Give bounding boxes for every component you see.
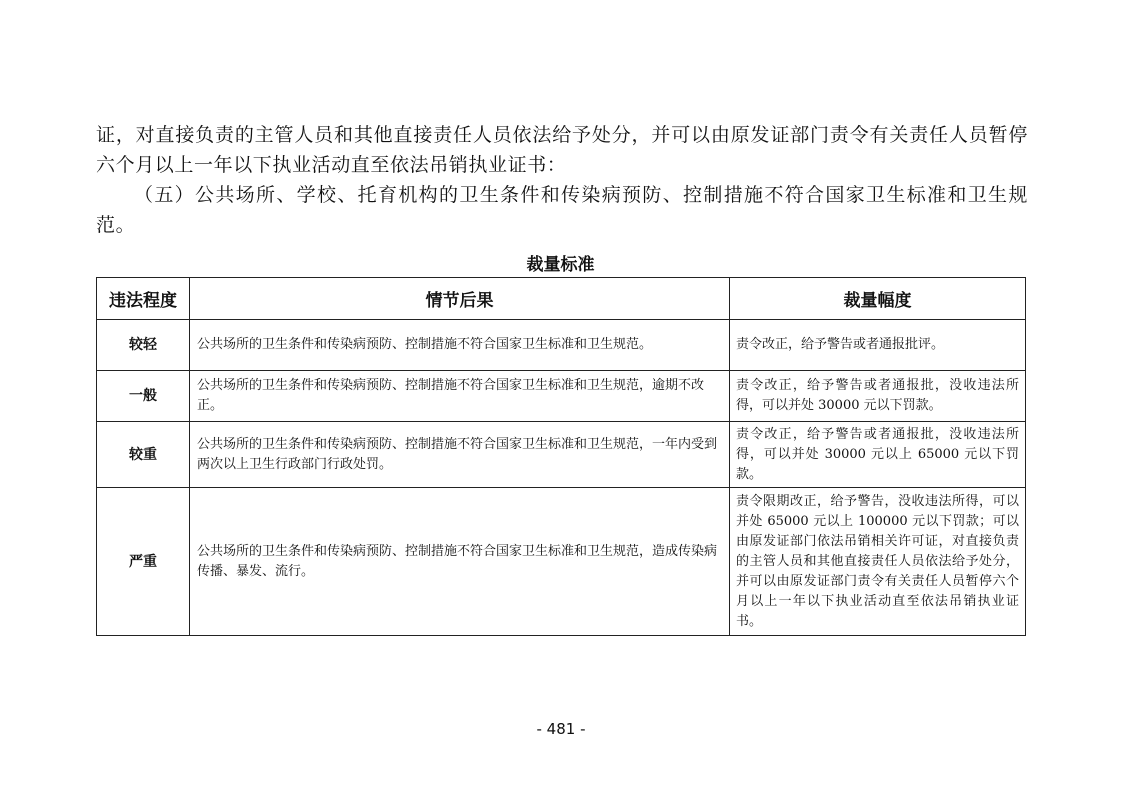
page-number: - 481 - <box>536 720 586 738</box>
level-cell: 一般 <box>97 371 190 422</box>
table-title: 裁量标准 <box>526 255 595 275</box>
level-cell: 较轻 <box>97 320 190 371</box>
body-paragraph-1: 证，对直接负责的主管人员和其他直接责任人员依法给予处分，并可以由原发证部门责令有关责任人员暂停六个月以上一年以下执业活动直至依法吊销执业证书： <box>96 124 1028 176</box>
table-row <box>97 371 1026 422</box>
circumstance-cell: 公共场所的卫生条件和传染病预防、控制措施不符合国家卫生标准和卫生规范，逾期不改正。 <box>190 371 730 422</box>
circumstance-cell: 公共场所的卫生条件和传染病预防、控制措施不符合国家卫生标准和卫生规范。 <box>190 320 730 371</box>
body-paragraph-2: （五）公共场所、学校、托育机构的卫生条件和传染病预防、控制措施不符合国家卫生标准和卫生规范。 <box>96 184 1028 236</box>
penalty-cell: 责令限期改正，给予警告，没收违法所得，可以并处 65000 元以上 100000 元以下罚款；可以由原发证部门依法吊销相关许可证，对直接负责的主管人员和其他直接责任人员依法给予处分，并可以由原发证部门责令有关责任人员暂停六个月以上一年以下执业活动直至依法吊销执业证书。 <box>730 488 1026 636</box>
table-row <box>97 488 1026 636</box>
table-row <box>97 422 1026 488</box>
discretion-standard-table <box>96 277 1026 636</box>
circumstance-cell: 公共场所的卫生条件和传染病预防、控制措施不符合国家卫生标准和卫生规范，造成传染病传播、暴发、流行。 <box>190 488 730 636</box>
penalty-cell: 责令改正，给予警告或者通报批，没收违法所得，可以并处 30000 元以上 65000 元以下罚款。 <box>730 422 1026 488</box>
table-header-row <box>97 278 1026 320</box>
penalty-cell: 责令改正，给予警告或者通报批评。 <box>730 320 1026 371</box>
circumstance-cell: 公共场所的卫生条件和传染病预防、控制措施不符合国家卫生标准和卫生规范，一年内受到两次以上卫生行政部门行政处罚。 <box>190 422 730 488</box>
header-violation-level: 违法程度 <box>97 278 190 320</box>
level-cell: 严重 <box>97 488 190 636</box>
table-row <box>97 320 1026 371</box>
penalty-cell: 责令改正，给予警告或者通报批，没收违法所得，可以并处 30000 元以下罚款。 <box>730 371 1026 422</box>
header-penalty-range: 裁量幅度 <box>730 278 1026 320</box>
header-circumstance: 情节后果 <box>190 278 730 320</box>
level-cell: 较重 <box>97 422 190 488</box>
